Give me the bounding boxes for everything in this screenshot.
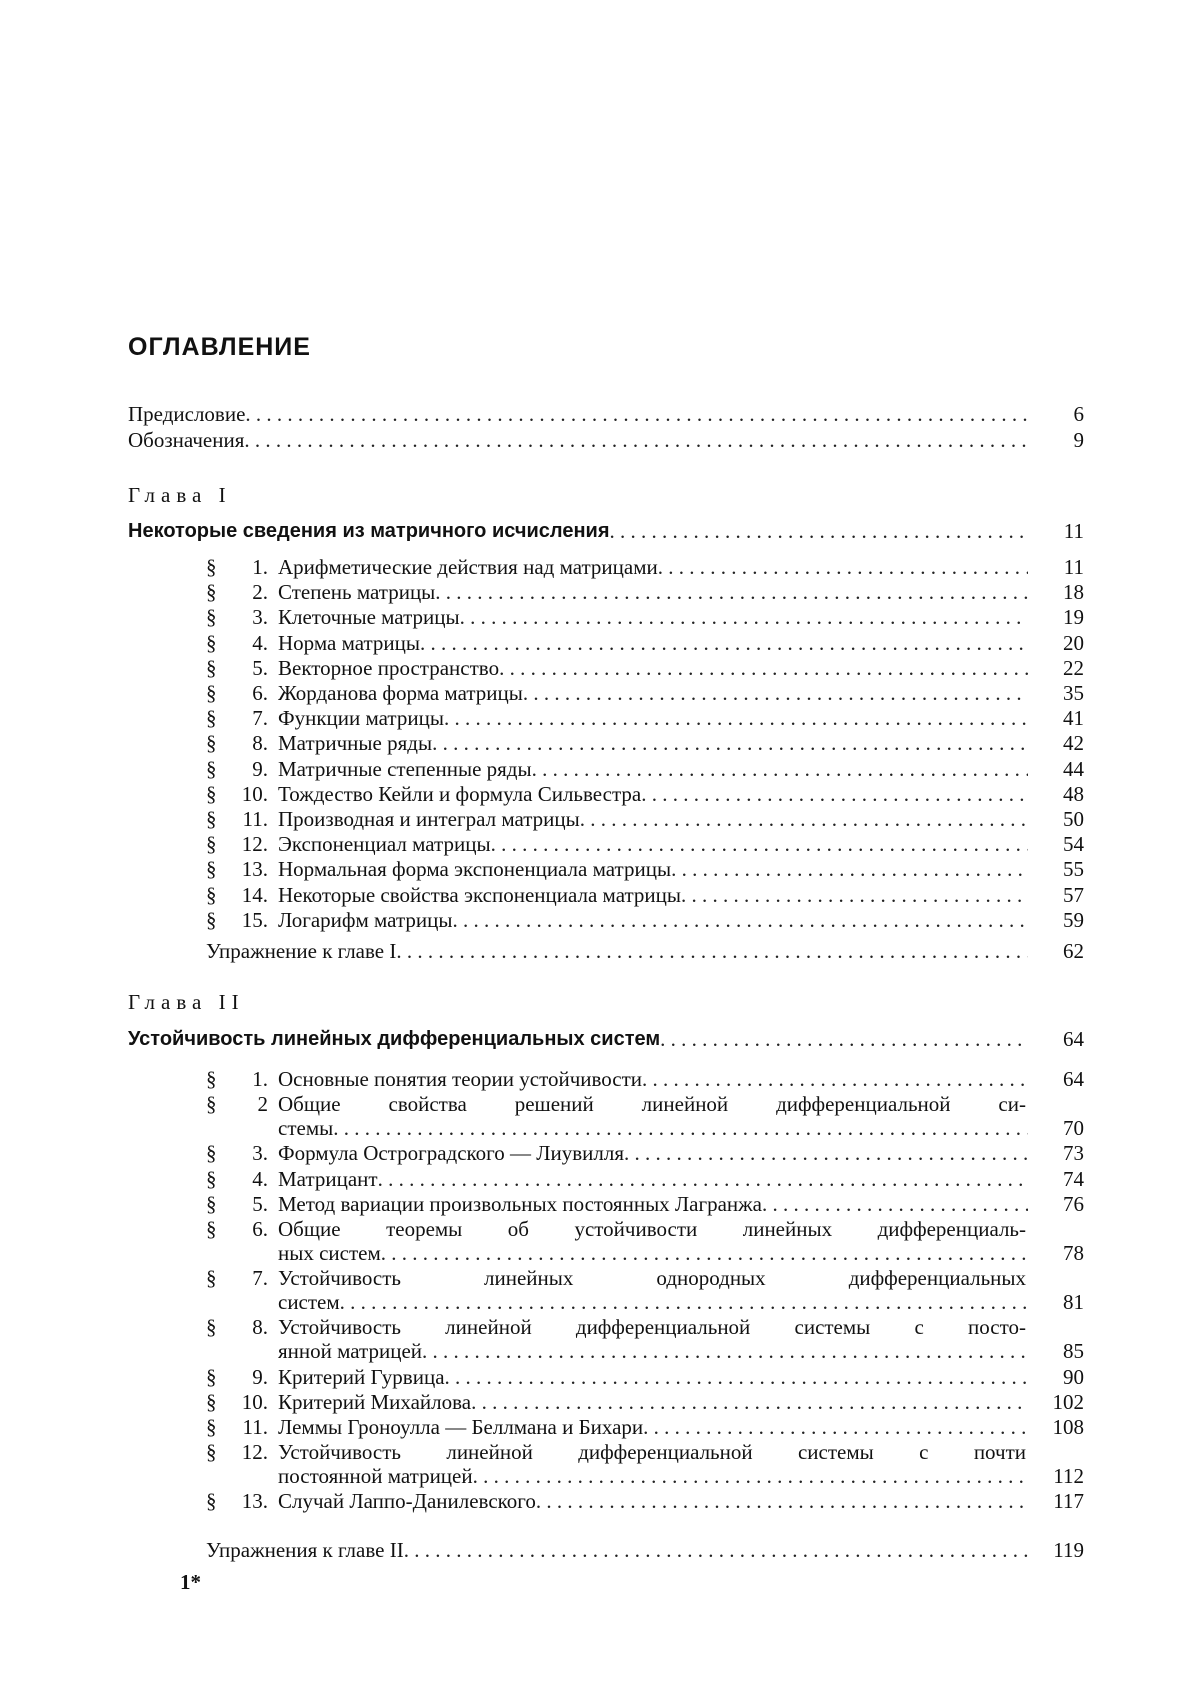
section-number: 12. xyxy=(234,1439,268,1465)
leader-dots xyxy=(499,655,1028,681)
entry-title: Предисловие xyxy=(128,401,245,427)
section-number: 9. xyxy=(234,1364,268,1390)
section-number: 13. xyxy=(234,1488,268,1514)
leader-dots xyxy=(610,518,1029,544)
section-number: 7. xyxy=(234,705,268,731)
section-number: 11. xyxy=(234,1414,268,1440)
toc-entry-section xyxy=(206,604,1084,630)
toc-entry-section xyxy=(206,554,1084,580)
section-number: 4. xyxy=(234,630,268,656)
entry-title: янной матрицей xyxy=(278,1338,422,1364)
leader-dots xyxy=(471,1389,1028,1415)
entry-page: 64 xyxy=(1028,1066,1084,1092)
leader-dots xyxy=(420,630,1028,656)
entry-title: Некоторые свойства экспоненциала матрицы xyxy=(278,882,681,908)
entry-page: 35 xyxy=(1028,680,1084,706)
section-number: 6. xyxy=(234,1216,268,1242)
entry-title: Нормальная форма экспоненциала матрицы xyxy=(278,856,671,882)
toc-page xyxy=(0,0,1200,1707)
entry-title: Леммы Гроноулла — Беллмана и Бихари xyxy=(278,1414,643,1440)
section-number: 6. xyxy=(234,680,268,706)
entry-page: 62 xyxy=(1028,938,1084,964)
section-sign-icon: § xyxy=(206,907,234,933)
section-sign-icon: § xyxy=(206,1091,234,1117)
toc-entry-section xyxy=(206,1314,1026,1340)
entry-page: 9 xyxy=(1028,427,1084,453)
entry-title: Норма матрицы xyxy=(278,630,420,656)
entry-title: Формула Остроградского — Лиувилля xyxy=(278,1140,624,1166)
toc-entry-section xyxy=(206,907,1084,933)
section-sign-icon: § xyxy=(206,655,234,681)
leader-dots xyxy=(245,401,1028,427)
section-sign-icon: § xyxy=(206,882,234,908)
leader-dots xyxy=(671,856,1028,882)
section-number: 1. xyxy=(234,1066,268,1092)
entry-page: 81 xyxy=(1028,1289,1084,1315)
leader-dots xyxy=(244,427,1028,453)
section-sign-icon: § xyxy=(206,730,234,756)
entry-page: 55 xyxy=(1028,856,1084,882)
entry-page: 18 xyxy=(1028,579,1084,605)
leader-dots xyxy=(523,680,1028,706)
entry-page: 11 xyxy=(1028,554,1084,580)
page-title: ОГЛАВЛЕНИЕ xyxy=(128,333,311,362)
toc-entry-exercises xyxy=(206,938,1084,964)
entry-title: Метод вариации произвольных постоянных Лагранжа xyxy=(278,1191,762,1217)
toc-entry-preface xyxy=(128,401,1084,427)
section-sign-icon: § xyxy=(206,705,234,731)
leader-dots xyxy=(435,579,1028,605)
section-sign-icon: § xyxy=(206,1364,234,1390)
toc-entry-section xyxy=(206,1216,1026,1242)
leader-dots xyxy=(340,1289,1028,1315)
section-sign-icon: § xyxy=(206,806,234,832)
leader-dots xyxy=(378,1166,1028,1192)
toc-entry-section xyxy=(206,882,1084,908)
entry-page: 48 xyxy=(1028,781,1084,807)
toc-entry-section xyxy=(206,1166,1084,1192)
entry-page: 6 xyxy=(1028,401,1084,427)
toc-entry-section xyxy=(206,680,1084,706)
toc-entry-section xyxy=(206,655,1084,681)
section-number: 15. xyxy=(234,907,268,933)
leader-dots xyxy=(333,1115,1028,1141)
entry-title: стемы xyxy=(278,1115,333,1141)
section-sign-icon: § xyxy=(206,1488,234,1514)
section-sign-icon: § xyxy=(206,680,234,706)
toc-entry-section xyxy=(206,756,1084,782)
entry-page: 74 xyxy=(1028,1166,1084,1192)
leader-dots xyxy=(396,938,1028,964)
toc-entry-section xyxy=(206,1389,1084,1415)
entry-title: Случай Лаппо-Данилевского xyxy=(278,1488,536,1514)
toc-entry-continuation xyxy=(278,1240,1084,1266)
entry-title: Основные понятия теории устойчивости xyxy=(278,1066,642,1092)
section-number: 3. xyxy=(234,1140,268,1166)
section-sign-icon: § xyxy=(206,579,234,605)
entry-page: 11 xyxy=(1028,518,1084,544)
leader-dots xyxy=(624,1140,1028,1166)
toc-entry-section xyxy=(206,1191,1084,1217)
toc-entry-continuation xyxy=(278,1338,1084,1364)
section-number: 1. xyxy=(234,554,268,580)
entry-page: 22 xyxy=(1028,655,1084,681)
section-number: 9. xyxy=(234,756,268,782)
toc-entry-section xyxy=(206,831,1084,857)
section-number: 5. xyxy=(234,655,268,681)
section-number: 10. xyxy=(234,1389,268,1415)
toc-entry-section xyxy=(206,730,1084,756)
entry-title: Жорданова форма матрицы xyxy=(278,680,523,706)
entry-page: 57 xyxy=(1028,882,1084,908)
leader-dots xyxy=(660,1026,1028,1052)
toc-entry-section xyxy=(206,806,1084,832)
toc-entry-continuation xyxy=(278,1289,1084,1315)
section-sign-icon: § xyxy=(206,1439,234,1465)
entry-title: Упражнение к главе I xyxy=(206,938,396,964)
entry-page: 19 xyxy=(1028,604,1084,630)
section-sign-icon: § xyxy=(206,1414,234,1440)
leader-dots xyxy=(491,831,1028,857)
toc-entry-section xyxy=(206,1265,1026,1291)
entry-page: 41 xyxy=(1028,705,1084,731)
entry-title: Логарифм матрицы xyxy=(278,907,452,933)
leader-dots xyxy=(658,554,1028,580)
section-number: 2. xyxy=(234,579,268,605)
leader-dots xyxy=(643,1414,1028,1440)
chapter-title: Некоторые сведения из матричного исчисления xyxy=(128,518,610,544)
entry-title: Матричные ряды xyxy=(278,730,432,756)
section-sign-icon: § xyxy=(206,1314,234,1340)
toc-entry-section xyxy=(206,1091,1026,1117)
section-sign-icon: § xyxy=(206,1166,234,1192)
leader-dots xyxy=(681,882,1028,908)
entry-page: 73 xyxy=(1028,1140,1084,1166)
toc-entry-section xyxy=(206,1488,1084,1514)
entry-page: 70 xyxy=(1028,1115,1084,1141)
entry-title: Упражнения к главе II xyxy=(206,1537,404,1563)
entry-page: 44 xyxy=(1028,756,1084,782)
toc-entry-section xyxy=(206,705,1084,731)
section-number: 12. xyxy=(234,831,268,857)
toc-entry-continuation xyxy=(278,1115,1084,1141)
entry-title: Матричные степенные ряды xyxy=(278,756,532,782)
entry-page: 102 xyxy=(1028,1389,1084,1415)
toc-entry-section xyxy=(206,1364,1084,1390)
leader-dots xyxy=(532,756,1028,782)
leader-dots xyxy=(432,730,1028,756)
section-sign-icon: § xyxy=(206,554,234,580)
toc-entry-section xyxy=(206,1140,1084,1166)
toc-entry-exercises xyxy=(206,1537,1084,1563)
chapter-label: Глава II xyxy=(128,990,245,1015)
leader-dots xyxy=(641,781,1028,807)
entry-page: 42 xyxy=(1028,730,1084,756)
section-number: 7. xyxy=(234,1265,268,1291)
leader-dots xyxy=(422,1338,1028,1364)
section-number: 2 xyxy=(234,1091,268,1117)
entry-title: Арифметические действия над матрицами xyxy=(278,554,658,580)
toc-entry-section xyxy=(206,630,1084,656)
entry-page: 76 xyxy=(1028,1191,1084,1217)
leader-dots xyxy=(381,1240,1028,1266)
leader-dots xyxy=(762,1191,1028,1217)
leader-dots xyxy=(536,1488,1028,1514)
entry-page: 54 xyxy=(1028,831,1084,857)
entry-page: 59 xyxy=(1028,907,1084,933)
toc-entry-notation xyxy=(128,427,1084,453)
chapter-title-row xyxy=(128,1026,1084,1052)
toc-entry-continuation xyxy=(278,1463,1084,1489)
section-number: 5. xyxy=(234,1191,268,1217)
entry-page: 90 xyxy=(1028,1364,1084,1390)
entry-title: Критерий Михайлова xyxy=(278,1389,471,1415)
chapter-title: Устойчивость линейных дифференциальных систем xyxy=(128,1026,660,1052)
entry-title: Производная и интеграл матрицы xyxy=(278,806,580,832)
entry-title: Устойчивость линейных однородных дифференциальных xyxy=(278,1265,1026,1291)
section-sign-icon: § xyxy=(206,1140,234,1166)
leader-dots xyxy=(642,1066,1028,1092)
section-sign-icon: § xyxy=(206,1066,234,1092)
section-sign-icon: § xyxy=(206,856,234,882)
entry-title: Степень матрицы xyxy=(278,579,435,605)
entry-title: систем xyxy=(278,1289,340,1315)
section-sign-icon: § xyxy=(206,1265,234,1291)
entry-title: Экспоненциал матрицы xyxy=(278,831,491,857)
leader-dots xyxy=(444,705,1028,731)
entry-title: Общие теоремы об устойчивости линейных дифференциаль- xyxy=(278,1216,1026,1242)
entry-page: 112 xyxy=(1028,1463,1084,1489)
entry-title: Матрицант xyxy=(278,1166,378,1192)
chapter-label: Глава I xyxy=(128,483,232,508)
entry-title: ных систем xyxy=(278,1240,381,1266)
entry-title: Векторное пространство xyxy=(278,655,499,681)
toc-entry-section xyxy=(206,579,1084,605)
leader-dots xyxy=(580,806,1028,832)
entry-title: Устойчивость линейной дифференциальной системы с посто- xyxy=(278,1314,1026,1340)
section-number: 3. xyxy=(234,604,268,630)
section-number: 13. xyxy=(234,856,268,882)
entry-page: 117 xyxy=(1028,1488,1084,1514)
leader-dots xyxy=(445,1364,1028,1390)
section-sign-icon: § xyxy=(206,1191,234,1217)
section-number: 8. xyxy=(234,1314,268,1340)
entry-title: Критерий Гурвица xyxy=(278,1364,445,1390)
entry-title: Тождество Кейли и формула Сильвестра xyxy=(278,781,641,807)
entry-page: 64 xyxy=(1028,1026,1084,1052)
section-number: 4. xyxy=(234,1166,268,1192)
entry-page: 119 xyxy=(1028,1537,1084,1563)
chapter-title-row xyxy=(128,518,1084,544)
entry-title: Функции матрицы xyxy=(278,705,444,731)
section-sign-icon: § xyxy=(206,781,234,807)
section-sign-icon: § xyxy=(206,831,234,857)
section-sign-icon: § xyxy=(206,756,234,782)
entry-title: Обозначения xyxy=(128,427,244,453)
entry-title: Клеточные матрицы xyxy=(278,604,460,630)
entry-page: 20 xyxy=(1028,630,1084,656)
toc-entry-section xyxy=(206,1414,1084,1440)
entry-title: Устойчивость линейной дифференциальной системы с почти xyxy=(278,1439,1026,1465)
section-number: 8. xyxy=(234,730,268,756)
leader-dots xyxy=(452,907,1028,933)
entry-page: 108 xyxy=(1028,1414,1084,1440)
section-sign-icon: § xyxy=(206,630,234,656)
toc-entry-section xyxy=(206,1066,1084,1092)
signature-mark: 1* xyxy=(180,1570,201,1595)
section-sign-icon: § xyxy=(206,1216,234,1242)
entry-page: 50 xyxy=(1028,806,1084,832)
leader-dots xyxy=(404,1537,1028,1563)
toc-entry-section xyxy=(206,856,1084,882)
section-sign-icon: § xyxy=(206,604,234,630)
entry-page: 85 xyxy=(1028,1338,1084,1364)
leader-dots xyxy=(460,604,1028,630)
section-number: 14. xyxy=(234,882,268,908)
entry-page: 78 xyxy=(1028,1240,1084,1266)
toc-entry-section xyxy=(206,1439,1026,1465)
section-sign-icon: § xyxy=(206,1389,234,1415)
section-number: 11. xyxy=(234,806,268,832)
leader-dots xyxy=(473,1463,1028,1489)
entry-title: постоянной матрицей xyxy=(278,1463,473,1489)
entry-title: Общие свойства решений линейной дифференциальной си- xyxy=(278,1091,1026,1117)
toc-entry-section xyxy=(206,781,1084,807)
section-number: 10. xyxy=(234,781,268,807)
